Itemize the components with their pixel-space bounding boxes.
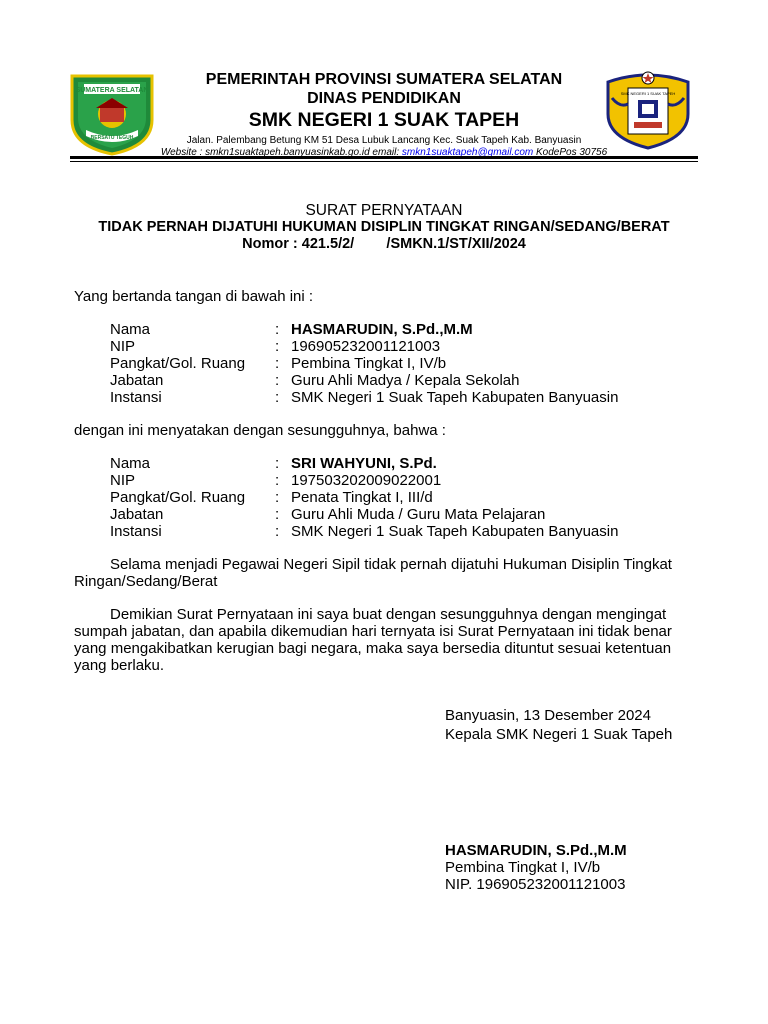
province-logo xyxy=(66,68,158,156)
field-value: Pembina Tingkat I, IV/b xyxy=(291,355,447,372)
field-label: Instansi xyxy=(110,523,162,540)
field-value: Penata Tingkat I, III/d xyxy=(291,489,433,506)
field-label: Nama xyxy=(110,321,151,338)
subtitle-line: TIDAK PERNAH DIJATUHI HUKUMAN DISIPLIN TINGKAT RINGAN/SEDANG/BERAT xyxy=(98,219,670,235)
signer-row-position xyxy=(110,372,618,389)
document-number: Nomor : 421.5/2/ /SMKN.1/ST/XII/2024 xyxy=(242,236,526,252)
paragraph-line: sumpah jabatan, dan apabila dikemudian hari ternyata isi Surat Pernyataan ini tidak benar xyxy=(74,623,672,640)
statement-paragraph xyxy=(74,556,694,590)
signer-position: Kepala SMK Negeri 1 Suak Tapeh xyxy=(445,726,673,743)
colon: : xyxy=(275,321,280,338)
field-value: SMK Negeri 1 Suak Tapeh Kabupaten Banyuasin xyxy=(291,389,619,406)
colon: : xyxy=(275,472,280,489)
header-rule-thin xyxy=(70,161,698,162)
signature-header xyxy=(445,706,672,744)
subject-row-position xyxy=(110,506,618,523)
place-date: Banyuasin, 13 Desember 2024 xyxy=(445,707,651,724)
signature-block xyxy=(445,842,627,893)
colon: : xyxy=(275,338,280,355)
paragraph-line: Demikian Surat Pernyataan ini saya buat dengan sesungguhnya dengan mengingat xyxy=(110,606,667,623)
colon: : xyxy=(275,523,280,540)
subject-row-nip xyxy=(110,472,618,489)
document-title xyxy=(60,202,708,253)
colon: : xyxy=(275,355,280,372)
colon: : xyxy=(275,455,280,472)
subject-details xyxy=(110,455,618,540)
letterhead-department: DINAS PENDIDIKAN xyxy=(307,90,461,107)
signer-rank: Pembina Tingkat I, IV/b xyxy=(445,859,601,876)
field-label: Pangkat/Gol. Ruang xyxy=(110,489,246,506)
signer-row-nip xyxy=(110,338,618,355)
letterhead xyxy=(150,70,618,159)
subject-row-institution xyxy=(110,523,618,540)
field-label: Pangkat/Gol. Ruang xyxy=(110,355,246,372)
signer-row-rank xyxy=(110,355,618,372)
header-rule-thick xyxy=(70,156,698,159)
field-value: SRI WAHYUNI, S.Pd. xyxy=(291,455,437,472)
colon: : xyxy=(275,389,280,406)
field-value: HASMARUDIN, S.Pd.,M.M xyxy=(291,321,473,338)
paragraph-line: yang mengakibatkan kerugian bagi negara, maka saya bersedia dituntut sesuai ketentuan xyxy=(74,640,672,657)
logo-left-text-bottom: BERSATU TEGUH xyxy=(90,135,134,141)
signer-nip: NIP. 196905232001121003 xyxy=(445,876,626,893)
postcode-text: KodePos 30756 xyxy=(533,147,608,158)
paragraph-line: Selama menjadi Pegawai Negeri Sipil tidak pernah dijatuhi Hukuman Disiplin Tingkat xyxy=(110,556,672,573)
closing-paragraph xyxy=(74,606,694,674)
field-label: Jabatan xyxy=(110,372,164,389)
logo-left-text-top: SUMATERA SELATAN xyxy=(75,87,149,94)
field-label: NIP xyxy=(110,472,136,489)
field-label: Nama xyxy=(110,455,151,472)
field-label: Jabatan xyxy=(110,506,164,523)
field-value: 196905232001121003 xyxy=(291,338,441,355)
colon: : xyxy=(275,372,280,389)
letterhead-school-name: SMK NEGERI 1 SUAK TAPEH xyxy=(248,109,520,131)
signer-name: HASMARUDIN, S.Pd.,M.M xyxy=(445,842,627,859)
logo-right-text: SMK NEGERI 1 SUAK TAPEH xyxy=(620,91,676,96)
paragraph-line: Ringan/Sedang/Berat xyxy=(74,573,218,590)
subject-row-name xyxy=(110,455,618,472)
field-value: Guru Ahli Muda / Guru Mata Pelajaran xyxy=(291,506,546,523)
paragraph-line: yang berlaku. xyxy=(74,657,165,674)
signer-details xyxy=(110,321,618,406)
email-link[interactable]: smkn1suaktapeh@gmail.com xyxy=(401,147,534,158)
subject-row-rank xyxy=(110,489,618,506)
intro-text: Yang bertanda tangan di bawah ini : xyxy=(74,288,314,305)
title-line: SURAT PERNYATAAN xyxy=(305,202,463,219)
letterhead-government: PEMERINTAH PROVINSI SUMATERA SELATAN xyxy=(205,71,563,88)
colon: : xyxy=(275,489,280,506)
website-text: Website : smkn1suaktapeh.banyuasinkab.go.id email: xyxy=(160,147,402,158)
field-value: 197503202009022001 xyxy=(291,472,442,489)
field-label: NIP xyxy=(110,338,136,355)
colon: : xyxy=(275,506,280,523)
signer-row-name xyxy=(110,321,618,338)
field-value: SMK Negeri 1 Suak Tapeh Kabupaten Banyuasin xyxy=(291,523,619,540)
field-value: Guru Ahli Madya / Kepala Sekolah xyxy=(291,372,520,389)
field-label: Instansi xyxy=(110,389,162,406)
statement-intro: dengan ini menyatakan dengan sesungguhnya, bahwa : xyxy=(74,422,446,439)
letterhead-address: Jalan. Palembang Betung KM 51 Desa Lubuk Lancang Kec. Suak Tapeh Kab. Banyuasin xyxy=(186,135,582,146)
signer-row-institution xyxy=(110,389,618,406)
